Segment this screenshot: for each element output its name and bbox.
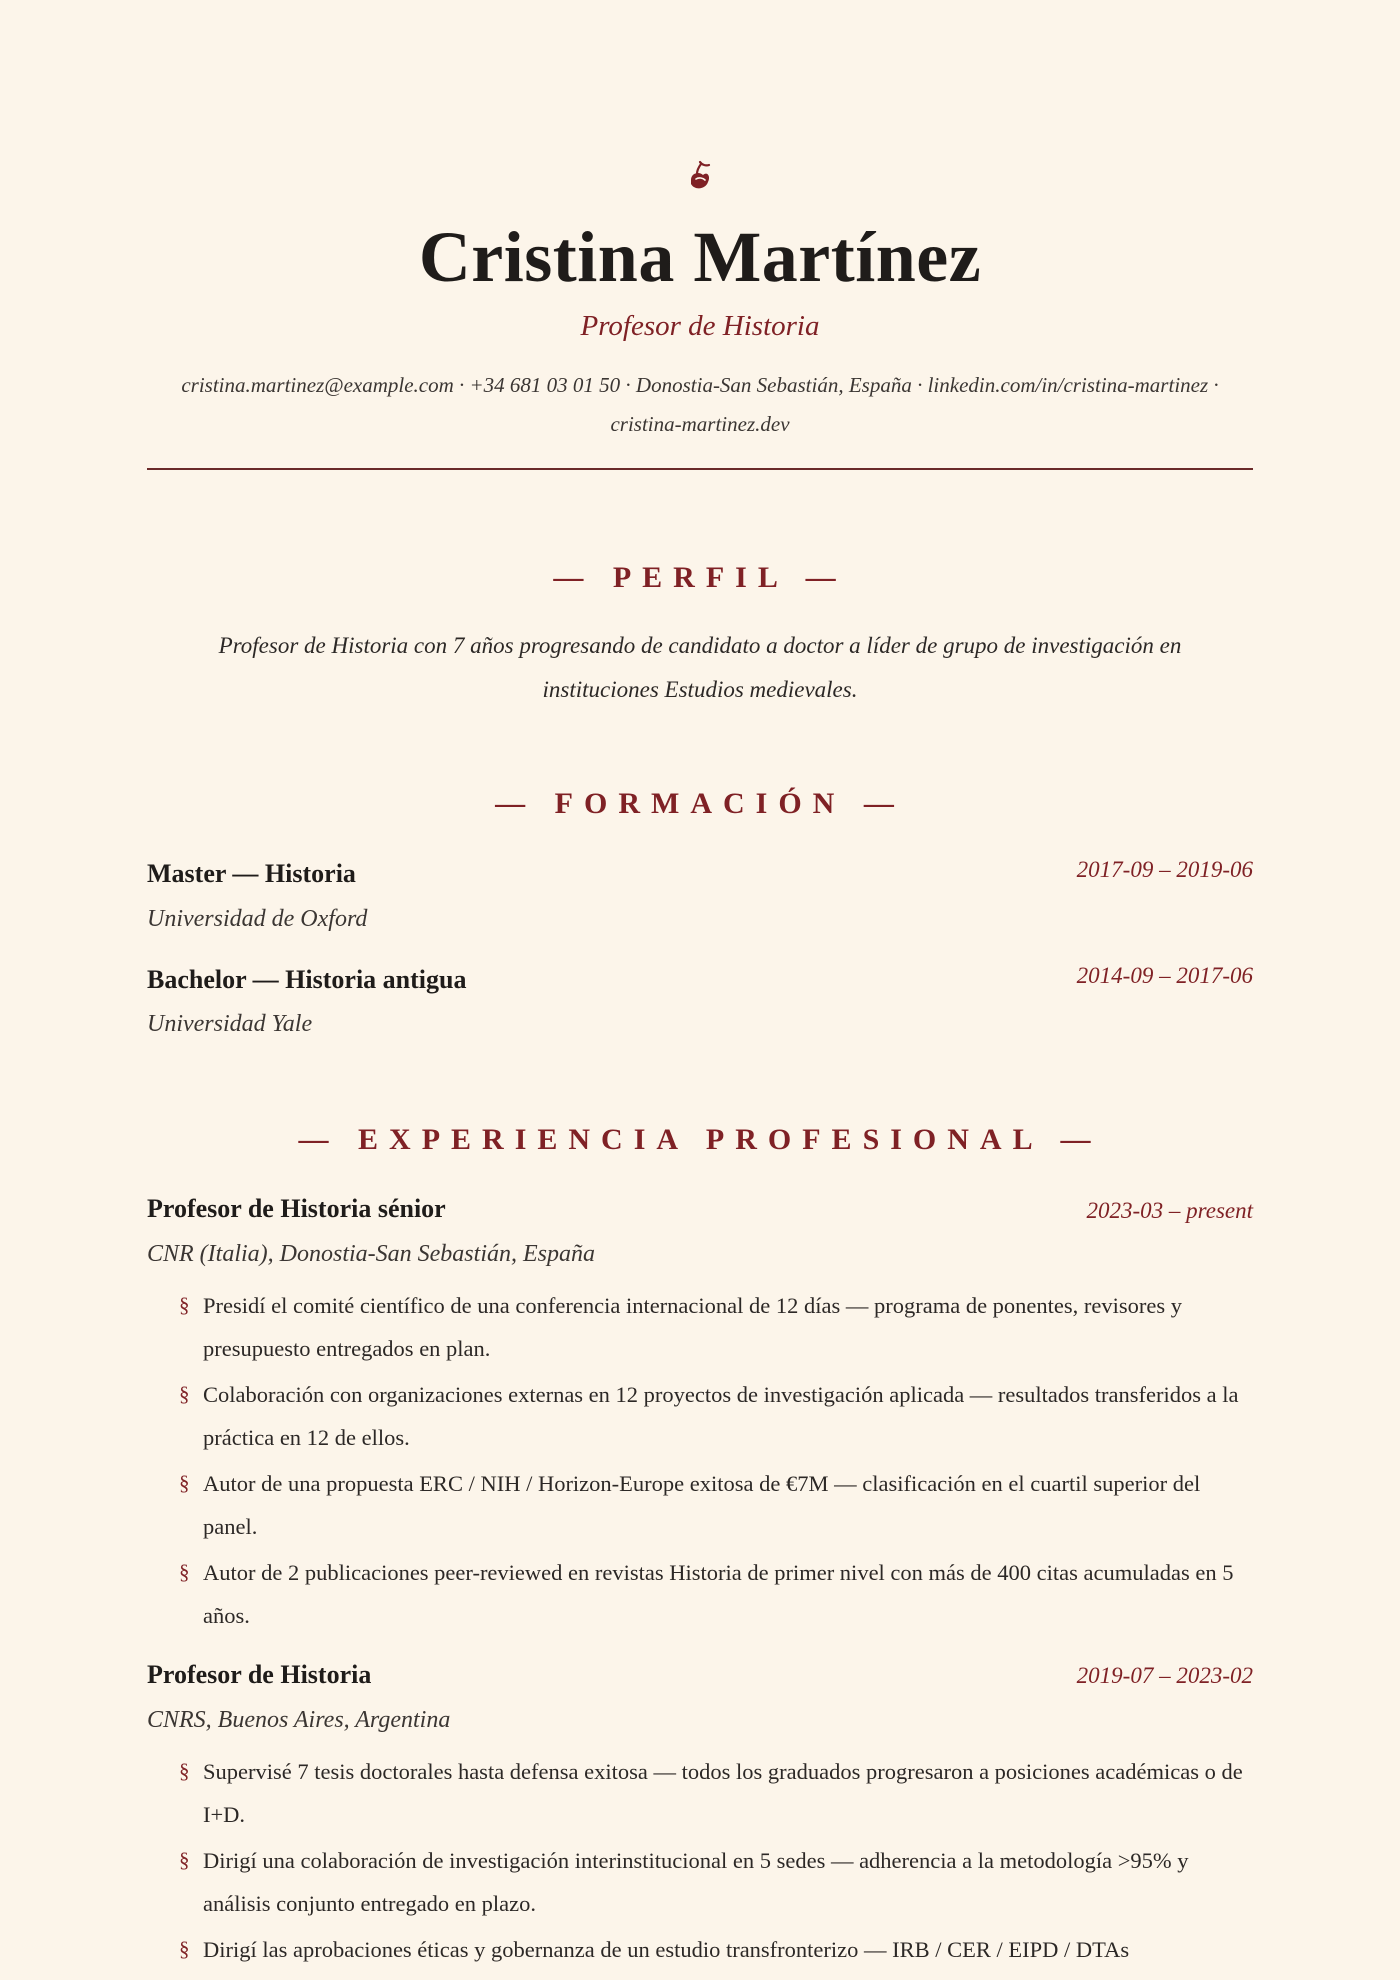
job-position: Profesor de Historia [147, 1660, 372, 1689]
cherry-ornament-icon [147, 160, 1253, 194]
contact-line: cristina.martinez@example.com · +34 681 03 01 50 · Donostia-San Sebastián, España · linkedin.com/in/cristina-martinez · [181, 373, 1219, 397]
section-sign-icon: § [179, 1937, 190, 1961]
education-dates: 2014-09 – 2017-06 [1076, 963, 1253, 988]
section-sign-icon: § [179, 1382, 190, 1406]
education-degree: Bachelor — Historia antigua [147, 965, 467, 994]
job-bullet [147, 1839, 1253, 1925]
education-institution: Universidad de Oxford [147, 906, 368, 932]
job-organization: CNRS, Buenos Aires, Argentina [147, 1707, 451, 1733]
job-dates: 2019-07 – 2023-02 [1076, 1663, 1253, 1688]
contact-info [147, 366, 1253, 444]
profile-summary: Profesor de Historia con 7 años progresando de candidato a doctor a líder de grupo de investigación en instituciones Estudios medievales. [218, 633, 1182, 702]
job-bullet [147, 1373, 1253, 1459]
section-sign-icon: § [179, 1560, 190, 1584]
candidate-role: Profesor de Historia [580, 310, 820, 342]
job-bullet-text: Autor de una propuesta ERC / NIH / Horizon-Europe exitosa de €7M — clasificación en el cuartil superior del panel. [203, 1471, 1201, 1539]
job-dates: 2023-03 – present [1086, 1198, 1253, 1223]
candidate-name: Cristina Martínez [418, 217, 982, 297]
section-sign-icon: § [179, 1848, 190, 1872]
job-bullet [147, 1551, 1253, 1637]
job-bullet-text: Dirigí una colaboración de investigación interinstitucional en 5 sedes — adherencia a la metodología >95% y análisis conjunto entregado en plazo. [203, 1848, 1189, 1916]
job-bullet-text: Autor de 2 publicaciones peer-reviewed en revistas Historia de primer nivel con más de 400 citas acumuladas en 5 años. [203, 1560, 1234, 1628]
job-bullet-list [147, 1284, 1253, 1640]
job-bullet [147, 1284, 1253, 1370]
contact-line: cristina-martinez.dev [610, 412, 790, 436]
section-sign-icon: § [179, 1759, 190, 1783]
job-organization: CNR (Italia), Donostia-San Sebastián, España [147, 1241, 595, 1267]
education-dates: 2017-09 – 2019-06 [1076, 857, 1253, 882]
job-bullet [147, 1462, 1253, 1548]
section-sign-icon: § [179, 1471, 190, 1495]
section-title-experience: — EXPERIENCIA PROFESIONAL — [298, 1123, 1102, 1156]
section-title-profile: — PERFIL — [553, 561, 847, 594]
job-bullet-list [147, 1750, 1253, 1974]
section-sign-icon: § [179, 1293, 190, 1317]
job-bullet-text: Dirigí las aprobaciones éticas y gobernanza de un estudio transfronterizo — IRB / CER / EIPD / DTAs [203, 1937, 1130, 1962]
header-divider [147, 468, 1253, 470]
job-bullet [147, 1750, 1253, 1836]
job-bullet-text: Presidí el comité científico de una conferencia internacional de 12 días — programa de ponentes, revisores y presupuesto entregados en plan. [203, 1293, 1183, 1361]
education-institution: Universidad Yale [147, 1011, 313, 1037]
job-position: Profesor de Historia sénior [147, 1194, 446, 1223]
job-bullet [147, 1928, 1253, 1971]
job-bullet-text: Supervisé 7 tesis doctorales hasta defensa exitosa — todos los graduados progresaron a posiciones académicas o de I+D. [203, 1759, 1243, 1827]
job-bullet-text: Colaboración con organizaciones externas en 12 proyectos de investigación aplicada — resultados transferidos a la práctica en 12 de ellos. [203, 1382, 1239, 1450]
education-degree: Master — Historia [147, 859, 356, 888]
section-title-education: — FORMACIÓN — [495, 787, 905, 820]
